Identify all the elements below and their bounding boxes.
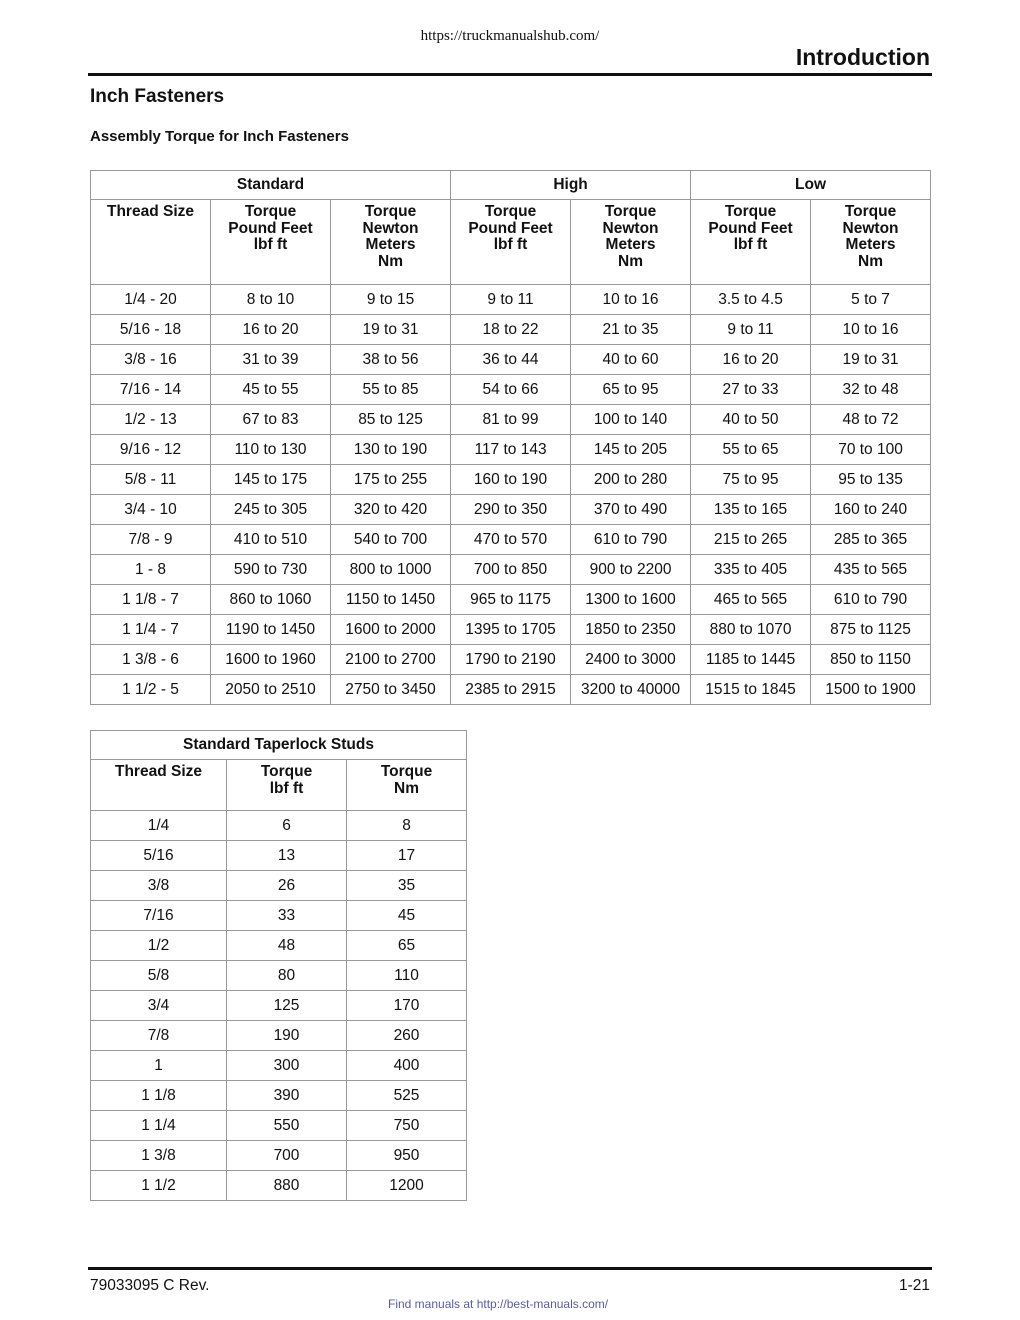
torque-torque-cell: 285 to 365 <box>811 525 931 555</box>
torque-row <box>91 435 931 465</box>
torque-thread-size-cell: 1 - 8 <box>91 555 211 585</box>
taperlock-row <box>91 1021 467 1051</box>
torque-torque-cell: 160 to 190 <box>451 465 571 495</box>
taperlock-row <box>91 1141 467 1171</box>
torque-torque-cell: 1790 to 2190 <box>451 645 571 675</box>
header-rule <box>88 73 932 76</box>
taperlock-torque-cell: 525 <box>347 1081 467 1111</box>
chapter-title: Introduction <box>795 44 930 70</box>
taperlock-row <box>91 991 467 1021</box>
torque-torque-cell: 38 to 56 <box>331 345 451 375</box>
torque-torque-cell: 45 to 55 <box>211 375 331 405</box>
taperlock-column-header-row <box>91 760 467 811</box>
torque-torque-cell: 10 to 16 <box>811 315 931 345</box>
taperlock-row <box>91 961 467 991</box>
taperlock-torque-cell: 260 <box>347 1021 467 1051</box>
torque-torque-cell: 880 to 1070 <box>691 615 811 645</box>
taperlock-torque-cell: 950 <box>347 1141 467 1171</box>
torque-row <box>91 525 931 555</box>
torque-torque-cell: 320 to 420 <box>331 495 451 525</box>
torque-torque-cell: 465 to 565 <box>691 585 811 615</box>
taperlock-thread-size-cell: 1 1/8 <box>91 1081 227 1111</box>
torque-thread-size-cell: 5/8 - 11 <box>91 465 211 495</box>
torque-torque-cell: 70 to 100 <box>811 435 931 465</box>
torque-thread-size-cell: 7/8 - 9 <box>91 525 211 555</box>
torque-column-header: Torque Pound Feet lbf ft <box>211 200 331 285</box>
torque-torque-cell: 9 to 11 <box>451 285 571 315</box>
taperlock-torque-cell: 8 <box>347 811 467 841</box>
torque-torque-cell: 75 to 95 <box>691 465 811 495</box>
torque-torque-cell: 9 to 15 <box>331 285 451 315</box>
taperlock-torque-cell: 400 <box>347 1051 467 1081</box>
torque-torque-cell: 335 to 405 <box>691 555 811 585</box>
torque-row <box>91 645 931 675</box>
torque-torque-cell: 55 to 85 <box>331 375 451 405</box>
taperlock-torque-cell: 45 <box>347 901 467 931</box>
torque-torque-cell: 100 to 140 <box>571 405 691 435</box>
torque-torque-cell: 110 to 130 <box>211 435 331 465</box>
torque-torque-cell: 900 to 2200 <box>571 555 691 585</box>
group-header-standard: Standard <box>91 171 451 200</box>
torque-torque-cell: 215 to 265 <box>691 525 811 555</box>
taperlock-torque-cell: 300 <box>227 1051 347 1081</box>
torque-torque-cell: 40 to 50 <box>691 405 811 435</box>
torque-row <box>91 375 931 405</box>
taperlock-torque-cell: 13 <box>227 841 347 871</box>
torque-torque-cell: 245 to 305 <box>211 495 331 525</box>
torque-row <box>91 555 931 585</box>
taperlock-row <box>91 871 467 901</box>
taperlock-torque-cell: 880 <box>227 1171 347 1201</box>
taperlock-torque-cell: 48 <box>227 931 347 961</box>
torque-torque-cell: 9 to 11 <box>691 315 811 345</box>
torque-torque-cell: 610 to 790 <box>811 585 931 615</box>
torque-torque-cell: 370 to 490 <box>571 495 691 525</box>
taperlock-torque-cell: 190 <box>227 1021 347 1051</box>
section-title: Inch Fasteners <box>90 86 225 107</box>
taperlock-thread-size-cell: 1/4 <box>91 811 227 841</box>
torque-torque-cell: 54 to 66 <box>451 375 571 405</box>
subsection-title: Assembly Torque for Inch Fasteners <box>90 128 349 145</box>
taperlock-row <box>91 1051 467 1081</box>
taperlock-row <box>91 931 467 961</box>
torque-torque-cell: 135 to 165 <box>691 495 811 525</box>
torque-torque-cell: 95 to 135 <box>811 465 931 495</box>
taperlock-row <box>91 841 467 871</box>
torque-thread-size-cell: 3/8 - 16 <box>91 345 211 375</box>
torque-torque-cell: 470 to 570 <box>451 525 571 555</box>
source-url: https://truckmanualshub.com/ <box>420 28 600 44</box>
torque-torque-cell: 3.5 to 4.5 <box>691 285 811 315</box>
torque-thread-size-cell: 7/16 - 14 <box>91 375 211 405</box>
torque-torque-cell: 2400 to 3000 <box>571 645 691 675</box>
taperlock-column-header: Torque Nm <box>347 760 467 811</box>
torque-row <box>91 675 931 705</box>
torque-torque-cell: 16 to 20 <box>691 345 811 375</box>
taperlock-torque-cell: 700 <box>227 1141 347 1171</box>
taperlock-torque-cell: 550 <box>227 1111 347 1141</box>
torque-row <box>91 585 931 615</box>
torque-torque-cell: 610 to 790 <box>571 525 691 555</box>
torque-thread-size-cell: 1 1/4 - 7 <box>91 615 211 645</box>
taperlock-row <box>91 811 467 841</box>
column-header-row <box>91 200 931 285</box>
torque-torque-cell: 1190 to 1450 <box>211 615 331 645</box>
torque-torque-cell: 965 to 1175 <box>451 585 571 615</box>
taperlock-table-title: Standard Taperlock Studs <box>91 731 467 760</box>
torque-torque-cell: 2100 to 2700 <box>331 645 451 675</box>
torque-torque-cell: 700 to 850 <box>451 555 571 585</box>
taperlock-torque-cell: 170 <box>347 991 467 1021</box>
torque-torque-cell: 31 to 39 <box>211 345 331 375</box>
taperlock-row <box>91 1111 467 1141</box>
torque-torque-cell: 1300 to 1600 <box>571 585 691 615</box>
torque-torque-cell: 1395 to 1705 <box>451 615 571 645</box>
torque-torque-cell: 18 to 22 <box>451 315 571 345</box>
torque-torque-cell: 1850 to 2350 <box>571 615 691 645</box>
torque-row <box>91 345 931 375</box>
taperlock-torque-cell: 26 <box>227 871 347 901</box>
taperlock-torque-cell: 17 <box>347 841 467 871</box>
taperlock-thread-size-cell: 1 1/2 <box>91 1171 227 1201</box>
taperlock-thread-size-cell: 1/2 <box>91 931 227 961</box>
taperlock-thread-size-cell: 7/8 <box>91 1021 227 1051</box>
torque-torque-cell: 36 to 44 <box>451 345 571 375</box>
taperlock-row <box>91 1171 467 1201</box>
taperlock-torque-cell: 1200 <box>347 1171 467 1201</box>
torque-column-header: Torque Pound Feet lbf ft <box>691 200 811 285</box>
assembly-torque-table <box>90 170 931 705</box>
torque-torque-cell: 55 to 65 <box>691 435 811 465</box>
group-header-row <box>91 171 931 200</box>
torque-column-header: Torque Newton Meters Nm <box>811 200 931 285</box>
taperlock-thread-size-cell: 3/8 <box>91 871 227 901</box>
torque-torque-cell: 3200 to 40000 <box>571 675 691 705</box>
torque-torque-cell: 16 to 20 <box>211 315 331 345</box>
taperlock-column-header: Torque lbf ft <box>227 760 347 811</box>
torque-torque-cell: 2050 to 2510 <box>211 675 331 705</box>
group-header-low: Low <box>691 171 931 200</box>
torque-torque-cell: 590 to 730 <box>211 555 331 585</box>
torque-row <box>91 405 931 435</box>
torque-torque-cell: 2750 to 3450 <box>331 675 451 705</box>
taperlock-column-header: Thread Size <box>91 760 227 811</box>
torque-torque-cell: 1500 to 1900 <box>811 675 931 705</box>
taperlock-thread-size-cell: 1 1/4 <box>91 1111 227 1141</box>
torque-thread-size-cell: 1 3/8 - 6 <box>91 645 211 675</box>
torque-thread-size-cell: 1/2 - 13 <box>91 405 211 435</box>
taperlock-torque-cell: 390 <box>227 1081 347 1111</box>
torque-torque-cell: 200 to 280 <box>571 465 691 495</box>
torque-row <box>91 315 931 345</box>
torque-row <box>91 285 931 315</box>
taperlock-thread-size-cell: 7/16 <box>91 901 227 931</box>
torque-row <box>91 615 931 645</box>
torque-torque-cell: 160 to 240 <box>811 495 931 525</box>
taperlock-thread-size-cell: 3/4 <box>91 991 227 1021</box>
taperlock-thread-size-cell: 1 3/8 <box>91 1141 227 1171</box>
taperlock-torque-cell: 6 <box>227 811 347 841</box>
torque-row <box>91 495 931 525</box>
document-number: 79033095 C Rev. <box>90 1277 210 1294</box>
taperlock-torque-cell: 35 <box>347 871 467 901</box>
taperlock-row <box>91 901 467 931</box>
taperlock-torque-cell: 110 <box>347 961 467 991</box>
torque-torque-cell: 435 to 565 <box>811 555 931 585</box>
taperlock-torque-cell: 80 <box>227 961 347 991</box>
torque-torque-cell: 40 to 60 <box>571 345 691 375</box>
torque-torque-cell: 1600 to 2000 <box>331 615 451 645</box>
torque-torque-cell: 32 to 48 <box>811 375 931 405</box>
torque-column-header: Torque Pound Feet lbf ft <box>451 200 571 285</box>
torque-thread-size-cell: 5/16 - 18 <box>91 315 211 345</box>
torque-thread-size-cell: 3/4 - 10 <box>91 495 211 525</box>
taperlock-torque-cell: 65 <box>347 931 467 961</box>
torque-torque-cell: 1515 to 1845 <box>691 675 811 705</box>
torque-torque-cell: 130 to 190 <box>331 435 451 465</box>
torque-torque-cell: 145 to 175 <box>211 465 331 495</box>
torque-torque-cell: 8 to 10 <box>211 285 331 315</box>
torque-torque-cell: 67 to 83 <box>211 405 331 435</box>
torque-torque-cell: 19 to 31 <box>331 315 451 345</box>
group-header-high: High <box>451 171 691 200</box>
taperlock-torque-cell: 125 <box>227 991 347 1021</box>
torque-torque-cell: 117 to 143 <box>451 435 571 465</box>
page-number: 1-21 <box>898 1277 930 1294</box>
taperlock-torque-cell: 33 <box>227 901 347 931</box>
torque-torque-cell: 175 to 255 <box>331 465 451 495</box>
torque-torque-cell: 800 to 1000 <box>331 555 451 585</box>
torque-torque-cell: 875 to 1125 <box>811 615 931 645</box>
taperlock-thread-size-cell: 5/8 <box>91 961 227 991</box>
torque-torque-cell: 145 to 205 <box>571 435 691 465</box>
taperlock-thread-size-cell: 1 <box>91 1051 227 1081</box>
torque-torque-cell: 540 to 700 <box>331 525 451 555</box>
torque-thread-size-cell: 1/4 - 20 <box>91 285 211 315</box>
torque-torque-cell: 48 to 72 <box>811 405 931 435</box>
torque-torque-cell: 5 to 7 <box>811 285 931 315</box>
torque-torque-cell: 65 to 95 <box>571 375 691 405</box>
torque-row <box>91 465 931 495</box>
torque-torque-cell: 19 to 31 <box>811 345 931 375</box>
footer-rule <box>88 1267 932 1270</box>
torque-column-header: Torque Newton Meters Nm <box>571 200 691 285</box>
torque-column-header: Thread Size <box>91 200 211 285</box>
torque-torque-cell: 2385 to 2915 <box>451 675 571 705</box>
torque-torque-cell: 410 to 510 <box>211 525 331 555</box>
torque-torque-cell: 860 to 1060 <box>211 585 331 615</box>
torque-thread-size-cell: 9/16 - 12 <box>91 435 211 465</box>
torque-torque-cell: 85 to 125 <box>331 405 451 435</box>
taperlock-studs-table <box>90 730 467 1201</box>
watermark-text: Find manuals at http://best-manuals.com/ <box>388 1297 609 1311</box>
torque-thread-size-cell: 1 1/2 - 5 <box>91 675 211 705</box>
torque-torque-cell: 290 to 350 <box>451 495 571 525</box>
torque-torque-cell: 1150 to 1450 <box>331 585 451 615</box>
torque-thread-size-cell: 1 1/8 - 7 <box>91 585 211 615</box>
torque-torque-cell: 10 to 16 <box>571 285 691 315</box>
taperlock-title-row <box>91 731 467 760</box>
taperlock-thread-size-cell: 5/16 <box>91 841 227 871</box>
taperlock-row <box>91 1081 467 1111</box>
torque-torque-cell: 27 to 33 <box>691 375 811 405</box>
torque-torque-cell: 21 to 35 <box>571 315 691 345</box>
torque-torque-cell: 1600 to 1960 <box>211 645 331 675</box>
torque-column-header: Torque Newton Meters Nm <box>331 200 451 285</box>
torque-torque-cell: 1185 to 1445 <box>691 645 811 675</box>
taperlock-torque-cell: 750 <box>347 1111 467 1141</box>
torque-torque-cell: 81 to 99 <box>451 405 571 435</box>
torque-torque-cell: 850 to 1150 <box>811 645 931 675</box>
